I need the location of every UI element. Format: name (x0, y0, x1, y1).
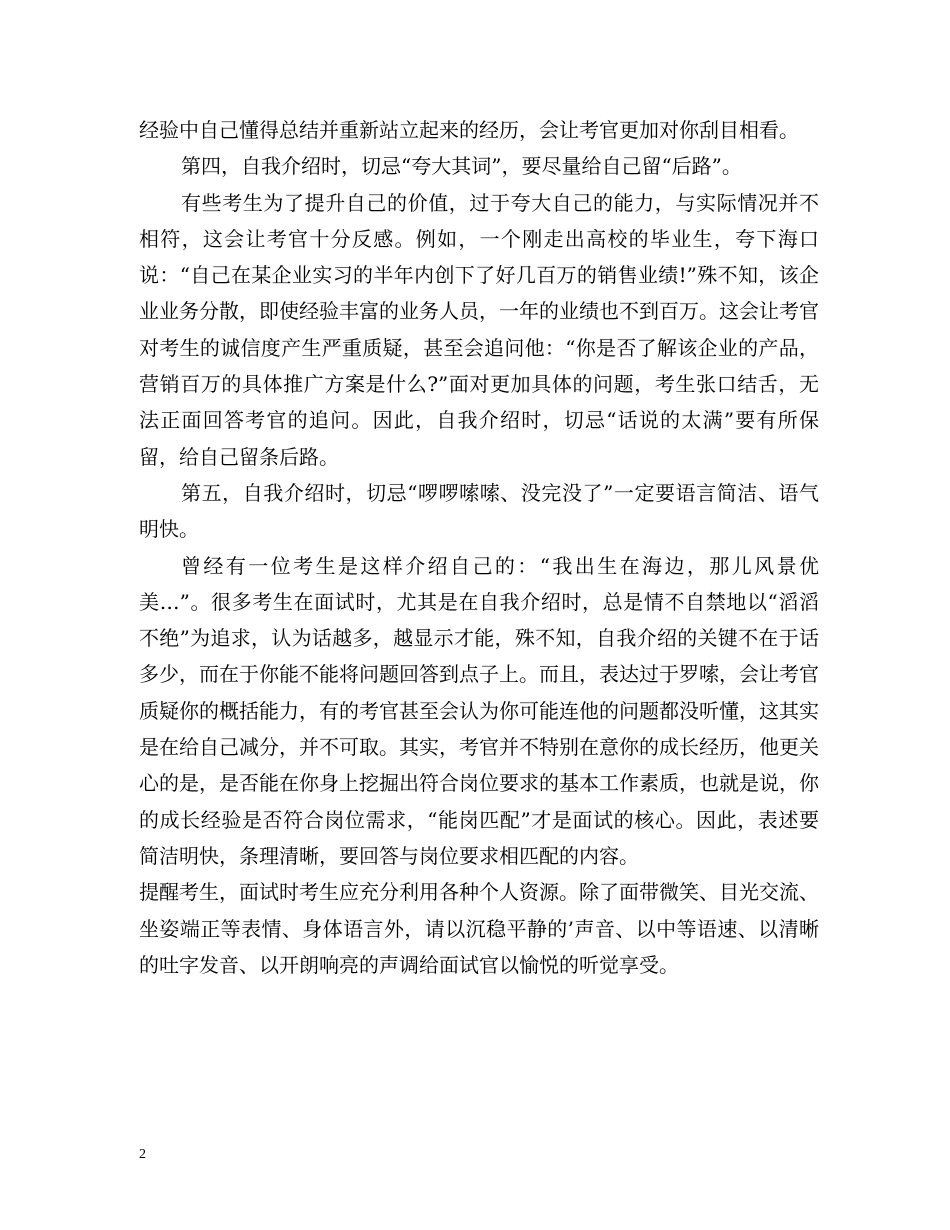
document-body (139, 112, 819, 983)
paragraph-4: 第五，自我介绍时，切忌“啰啰嗦嗦、没完没了”一定要语言简洁、语气明快。 (139, 480, 819, 542)
paragraph-3: 有些考生为了提升自己的价值，过于夸大自己的能力，与实际情况并不相符，这会让考官十分反感。例如，一个刚走出高校的毕业生，夸下海口说：“自己在某企业实习的半年内创下了好几百万的销售业绩!”殊不知，该企业业务分散，即使经验丰富的业务人员，一年的业绩也不到百万。这会让考官对考生的诚信度产生严重质疑，甚至会追问他：“你是否了解该企业的产品，营销百万的具体推广方案是什么?”面对更加具体的问题，考生张口结舌，无法正面回答考官的追问。因此，自我介绍时，切忌“话说的太满”要有所保留，给自己留条后路。 (139, 190, 819, 469)
paragraph-6: 提醒考生，面试时考生应充分利用各种个人资源。除了面带微笑、目光交流、坐姿端正等表情、身体语言外，请以沉稳平静的’声音、以中等语速、以清晰的吐字发音、以开朗响亮的声调给面试官以愉悦的听觉享受。 (139, 880, 819, 977)
paragraph-5: 曾经有一位考生是这样介绍自己的：“我出生在海边，那儿风景优美…”。很多考生在面试时，尤其是在自我介绍时，总是情不自禁地以“滔滔不绝”为追求，认为话越多，越显示才能，殊不知，自我介绍的关键不在于话多少，而在于你能不能将问题回答到点子上。而且，表达过于罗嗦，会让考官质疑你的概括能力，有的考官甚至会认为你可能连他的问题都没听懂，这其实是在给自己减分，并不可取。其实，考官并不特别在意你的成长经历，他更关心的是，是否能在你身上挖掘出符合岗位要求的基本工作素质，也就是说，你的成长经验是否符合岗位需求，“能岗匹配”才是面试的核心。因此，表述要简洁明快，条理清晰，要回答与岗位要求相匹配的内容。 (139, 553, 819, 868)
paragraph-2: 第四，自我介绍时，切忌“夸大其词”，要尽量给自己留“后路”。 (181, 154, 742, 179)
paragraph-1: 经验中自己懂得总结并重新站立起来的经历，会让考官更加对你刮目相看。 (139, 118, 799, 142)
page-number: 2 (139, 1147, 146, 1162)
